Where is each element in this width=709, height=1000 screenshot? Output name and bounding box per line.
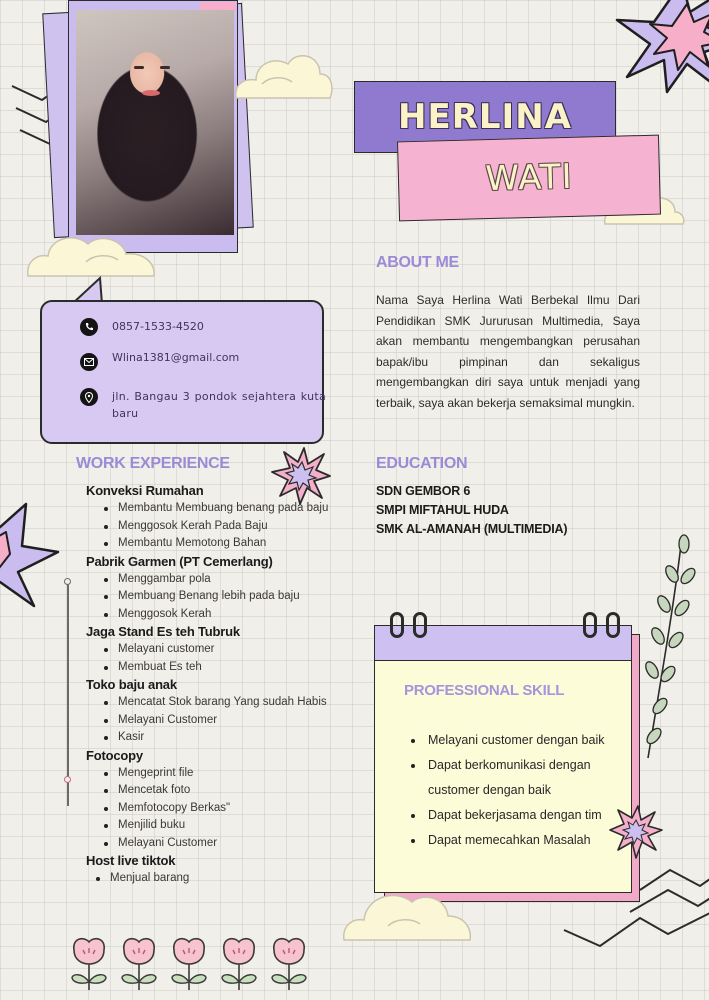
job-entry [86, 553, 332, 624]
skill-item: Dapat memecahkan Masalah [411, 828, 621, 853]
job-task: Membantu Memotong Bahan [104, 535, 332, 553]
cloud-decoration-icon [26, 232, 156, 278]
job-tasks [86, 641, 332, 676]
job-tasks [86, 765, 332, 853]
job-task: Mencetak foto [104, 782, 332, 800]
cloud-decoration-icon [234, 44, 334, 100]
job-tasks [86, 500, 332, 553]
last-name: WATI [484, 156, 574, 200]
job-title: Jaga Stand Es teh Tubruk [86, 624, 240, 639]
job-task: Mengeprint file [104, 765, 332, 783]
star-burst-decoration-icon [612, 0, 709, 102]
location-pin-icon [80, 388, 98, 406]
job-title: Fotocopy [86, 747, 143, 763]
notebook-ring-icon [583, 612, 597, 638]
photo-frame-accent [200, 2, 236, 10]
timeline-dot [64, 776, 71, 783]
job-task: Melayani customer [104, 641, 332, 659]
job-tasks [86, 571, 332, 624]
flower-icon [220, 936, 258, 992]
education-item: SMK AL-AMANAH (MULTIMEDIA) [376, 522, 568, 536]
cloud-decoration-icon [342, 886, 472, 942]
education-item: SDN GEMBOR 6 [376, 484, 471, 498]
contact-phone-row [80, 318, 204, 336]
phone-icon [80, 318, 98, 336]
flower-icon [70, 936, 108, 992]
job-entry [86, 852, 332, 888]
job-task: Memfotocopy Berkas" [104, 800, 332, 818]
photo-eye [134, 66, 144, 69]
notebook-ring-icon [413, 612, 427, 638]
contact-phone: 0857-1533-4520 [112, 320, 204, 333]
job-task: Membantu Membuang benang pada baju [104, 500, 332, 518]
education-title: EDUCATION [376, 455, 468, 472]
flower-icon [270, 936, 308, 992]
star-burst-decoration-icon [0, 496, 62, 608]
timeline-dot [64, 578, 71, 585]
skill-list [411, 728, 621, 853]
star-burst-decoration-icon [610, 806, 662, 858]
job-task: Menggambar pola [104, 571, 332, 589]
about-text: Nama Saya Herlina Wati Berbekal Ilmu Dari Pendidikan SMK Jururusan Multimedia, Saya akan membantu mengembangkan perusahan bapak/ibu pimpinan dan sekaligus mengembangkan diri saya untuk menjadi yang terbaik, saya akan bekerja semaksimal mungkin. [376, 293, 640, 410]
job-task: Melayani Customer [104, 835, 332, 853]
flower-row [70, 936, 308, 992]
contact-address: jln. Bangau 3 pondok sejahtera kuta baru [112, 390, 326, 420]
photo-eye [160, 66, 170, 69]
notebook-ring-icon [606, 612, 620, 638]
profile-photo [76, 10, 234, 235]
job-entry [86, 747, 332, 853]
job-entry [86, 676, 332, 747]
job-title: Host live tiktok [86, 853, 176, 868]
job-entry [86, 623, 332, 676]
job-tasks [86, 870, 332, 888]
education-item: SMPI MIFTAHUL HUDA [376, 503, 509, 517]
professional-skill-card [374, 625, 632, 893]
work-experience-list [86, 482, 332, 888]
skill-item: Dapat berkomunikasi dengan customer dengan baik [411, 753, 621, 803]
skill-title: PROFESSIONAL SKILL [404, 682, 565, 699]
job-title: Konveksi Rumahan [86, 483, 204, 498]
job-task: Menjilid buku [104, 817, 332, 835]
contact-card [40, 300, 324, 444]
education-list [376, 482, 567, 539]
name-banner-last [397, 135, 661, 222]
notebook-ring-icon [390, 612, 404, 638]
job-entry [86, 482, 332, 553]
contact-address-row [80, 388, 326, 422]
job-task: Mencatat Stok barang Yang sudah Habis [104, 694, 332, 712]
job-task: Menjual barang [96, 870, 332, 888]
job-tasks [86, 694, 332, 747]
mail-icon [80, 353, 98, 371]
flower-icon [120, 936, 158, 992]
job-title: Pabrik Garmen (PT Cemerlang) [86, 553, 273, 569]
job-task: Membuang Benang lebih pada baju [104, 588, 332, 606]
job-title: Toko baju anak [86, 677, 177, 692]
contact-email-row [80, 349, 239, 371]
first-name: HERLINA [398, 97, 572, 137]
flower-icon [170, 936, 208, 992]
job-task: Kasir [104, 729, 332, 747]
timeline-line [67, 581, 69, 806]
job-task: Membuat Es teh [104, 659, 332, 677]
about-title: ABOUT ME [376, 254, 459, 271]
skill-item: Melayani customer dengan baik [411, 728, 621, 753]
job-task: Melayani Customer [104, 712, 332, 730]
contact-email: Wlina1381@gmail.com [112, 351, 240, 364]
work-experience-title: WORK EXPERIENCE [76, 455, 230, 472]
skill-item: Dapat bekerjasama dengan tim [411, 803, 621, 828]
photo-mouth [142, 90, 160, 96]
job-task: Menggosok Kerah Pada Baju [104, 518, 332, 536]
job-task: Menggosok Kerah [104, 606, 332, 624]
